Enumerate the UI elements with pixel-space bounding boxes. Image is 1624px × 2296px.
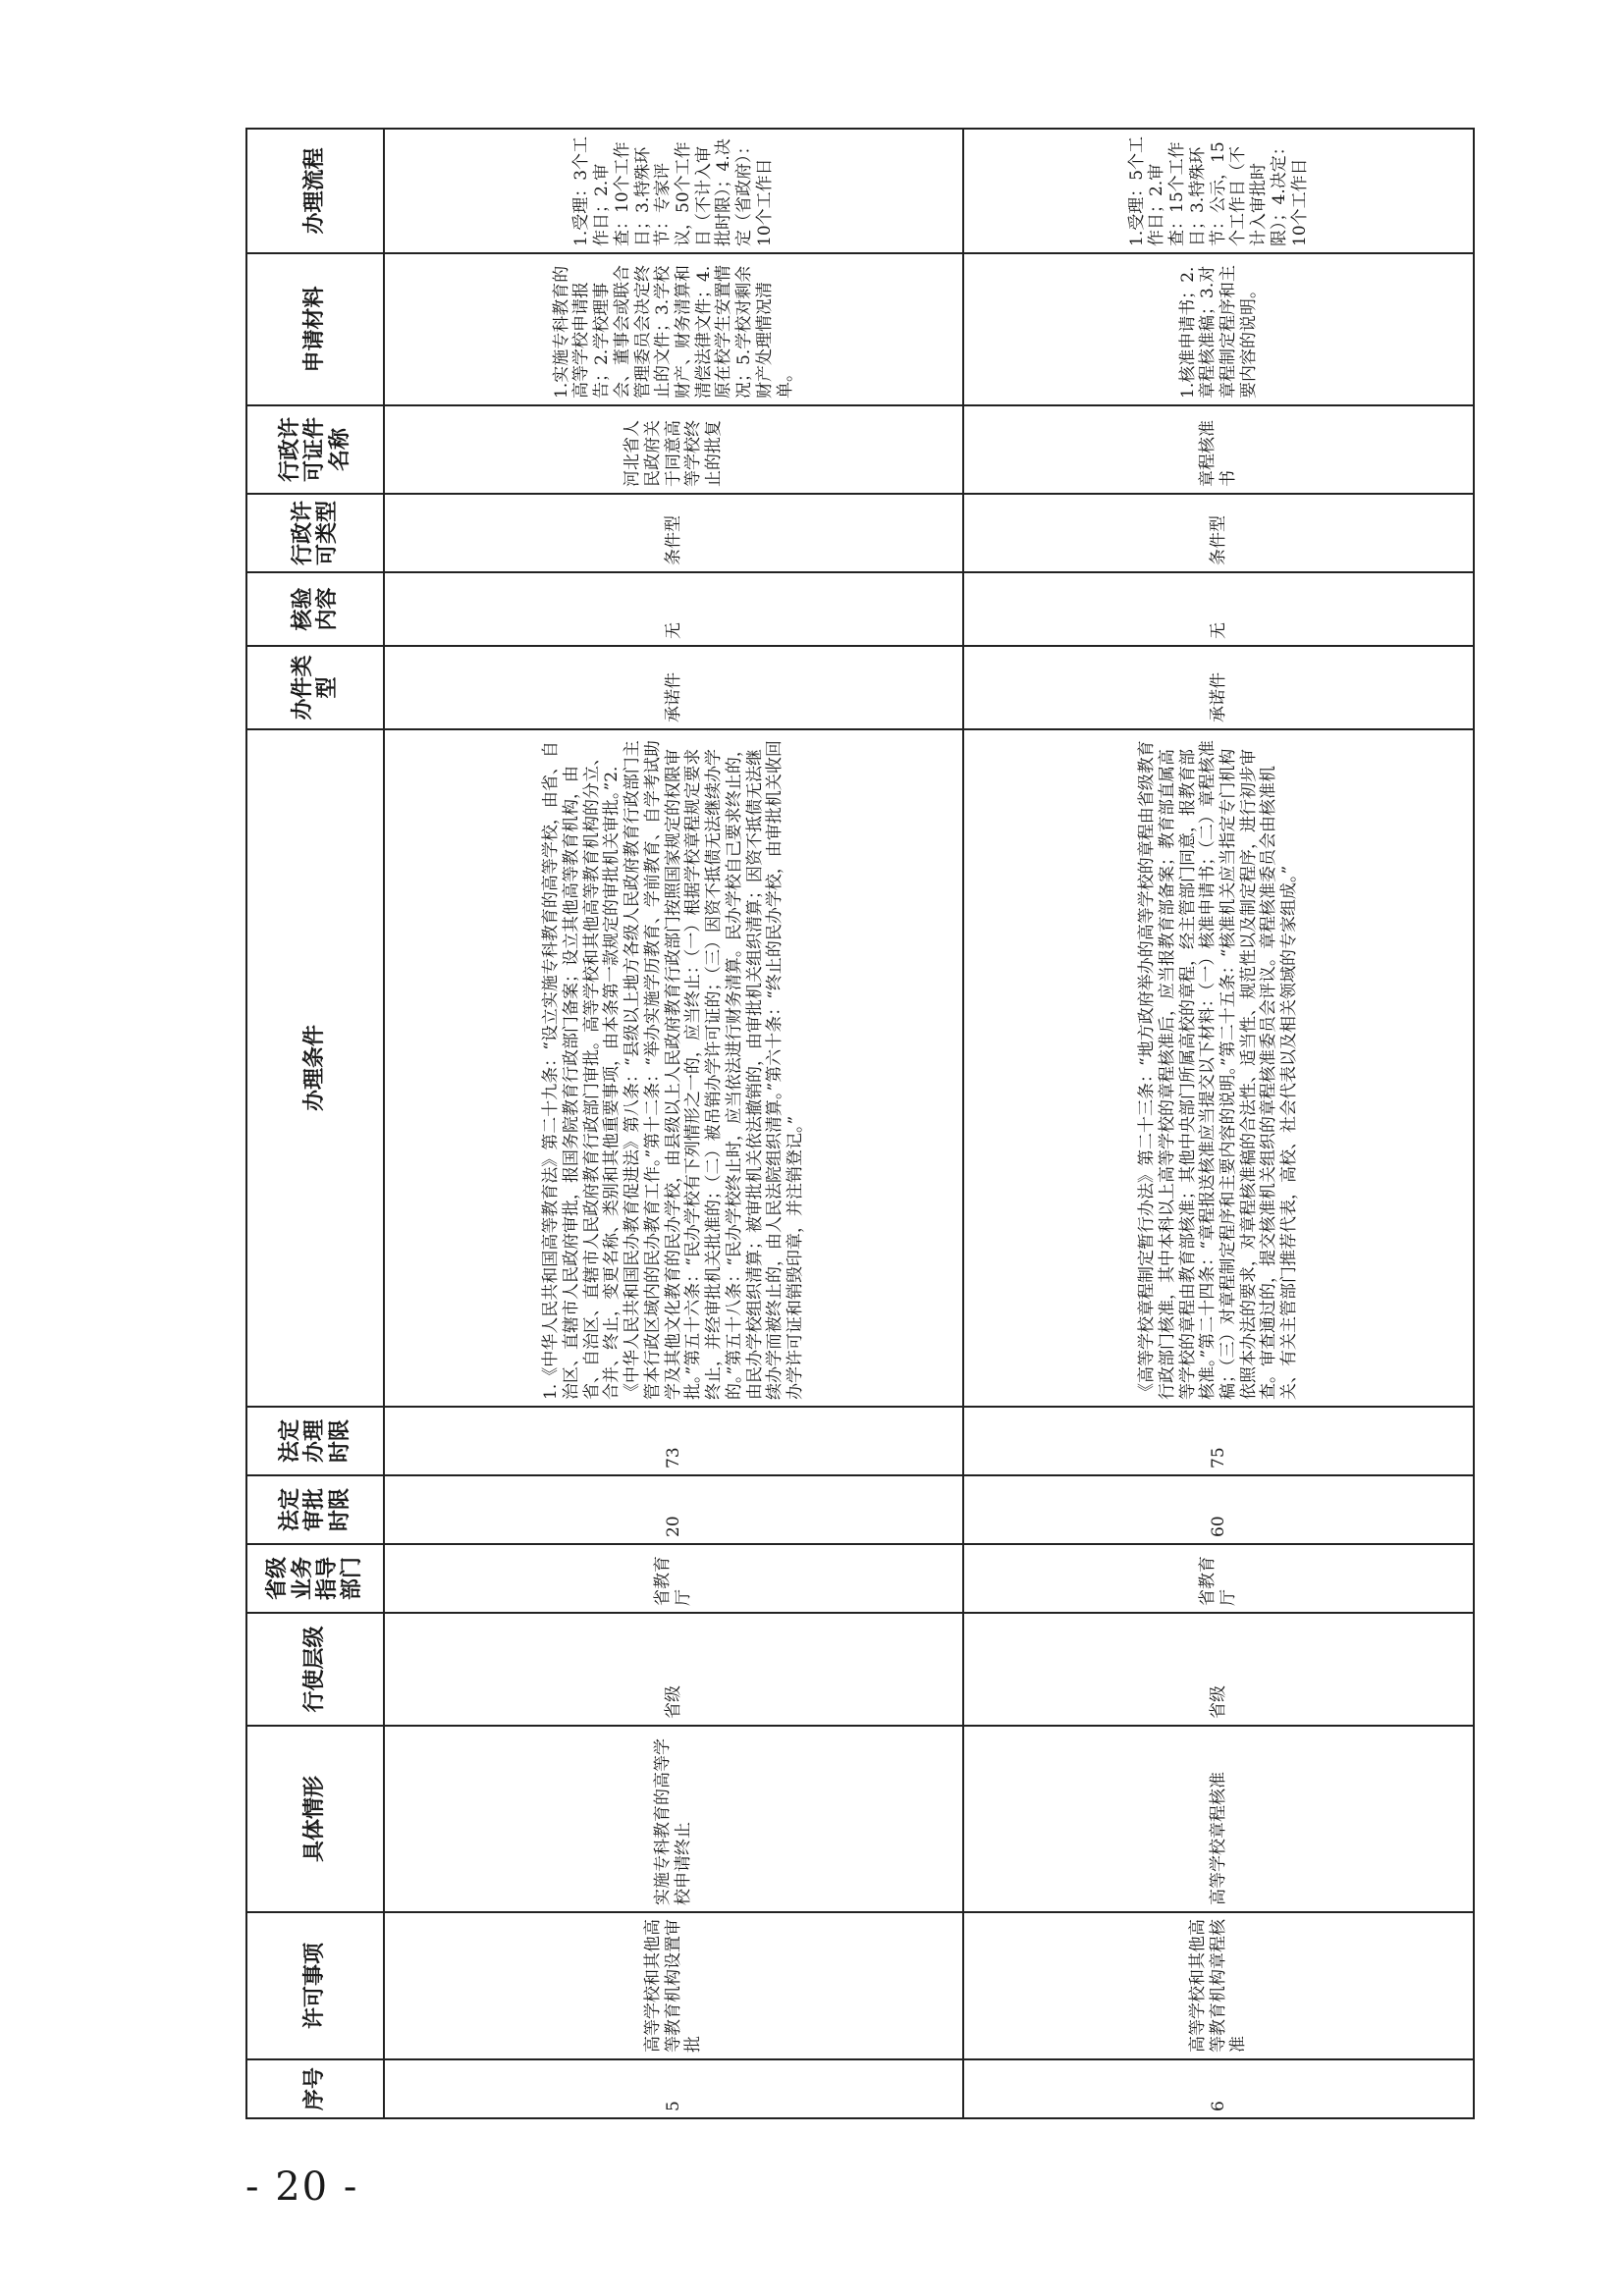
cell-item: 高等学校和其他高等教育机构章程核准 [963,1912,1474,2059]
header-item: 许可事项 [246,1912,384,2059]
cell-level: 省级 [963,1613,1474,1726]
cell-handling-limit: 73 [384,1407,963,1475]
cell-case-type: 承诺件 [384,646,963,729]
header-permit-type: 行政许可类型 [246,494,384,572]
cell-materials: 1.实施专科教育的高等学校申请报告；2.学校理事会、董事会或联合管理委员会决定终止的文件；3.学校财产、财务清算和清偿法律文件；4.原在校学生安置情况；5.学校对剩余财产处理情况清单。 [384,253,963,405]
cell-verify: 无 [963,572,1474,646]
cell-certificate: 章程核准书 [963,405,1474,494]
cell-case-type: 承诺件 [963,646,1474,729]
header-level: 行使层级 [246,1613,384,1726]
cell-permit-type: 条件型 [384,494,963,572]
table-row [963,129,1474,2118]
table-row [384,129,963,2118]
header-situation: 具体情形 [246,1726,384,1912]
cell-verify: 无 [384,572,963,646]
cell-seq: 6 [963,2059,1474,2118]
header-approval-limit: 法定审批时限 [246,1475,384,1544]
cell-approval-limit: 60 [963,1475,1474,1544]
header-certificate: 行政许可证件名称 [246,405,384,494]
cell-seq: 5 [384,2059,963,2118]
header-materials: 申请材料 [246,253,384,405]
cell-handling-limit: 75 [963,1407,1474,1475]
header-seq: 序号 [246,2059,384,2118]
cell-materials: 1.核准申请书；2.章程核准稿；3.对章程制定程序和主要内容的说明。 [963,253,1474,405]
cell-certificate: 河北省人民政府关于同意高等学校终止的批复 [384,405,963,494]
header-case-type: 办件类型 [246,646,384,729]
header-process: 办理流程 [246,129,384,253]
cell-conditions: 1.《中华人民共和国高等教育法》第二十九条：“设立实施专科教育的高等学校，由省、自治区、直辖市人民政府审批，报国务院教育行政部门备案；设立其他高等教育机构，由省、自治区、直辖市人民政府教育行政部门审批。高等学校和其他高等教育机构的分立、合并、终止，变更名称、类别和其他重要事项，由本条第一款规定的审批机关审批。”2.《中华人民共和国民办教育促进法》第八条：“县级以上地方各级人民政府教育行政部门主管本行政区域内的民办教育工作。”第十二条：“举办实施学历教育、学前教育、自学考试助学及其他文化教育的民办学校，由县级以上人民政府教育行政部门按照国家规定的权限审批。”第五十六条：“民办学校有下列情形之一的，应当终止：（一）根据学校章程规定要求终止，并经审批机关批准的；（二）被吊销办学许可证的；（三）因资不抵债无法继续办学的。”第五十八条：“民办学校终止时，应当依法进行财务清算。民办学校自己要求终止的，由民办学校组织清算；被审批机关依法撤销的，由审批机关组织清算；因资不抵债无法继续办学而被终止的，由人民法院组织清算。”第六十条：“终止的民办学校，由审批机关收回办学许可证和销毁印章，并注销登记。” [384,729,963,1407]
page-number: - 20 - [245,2164,359,2210]
cell-process: 1.受理：3个工作日；2.审查：10个工作日；3.特殊环节：专家评议，50个工作日（不计入审批时限）；4.决定（省政府）：10个工作日 [384,129,963,253]
administrative-permit-table [245,128,1475,2119]
header-dept: 省级业务指导部门 [246,1544,384,1613]
cell-approval-limit: 20 [384,1475,963,1544]
rotated-table-sheet [245,135,1473,2119]
cell-level: 省级 [384,1613,963,1726]
cell-dept: 省教育厅 [384,1544,963,1613]
header-conditions: 办理条件 [246,729,384,1407]
header-row [246,129,384,2118]
header-verify: 核验内容 [246,572,384,646]
cell-situation: 高等学校章程核准 [963,1726,1474,1912]
cell-conditions: 《高等学校章程制定暂行办法》第二十三条：“地方政府举办的高等学校的章程由省级教育行政部门核准，其中本科以上高等学校的章程核准后，应当报教育部备案；教育部直属高等学校的章程由教育部核准；其他中央部门所属高校的章程，经主管部门同意，报教育部核准。”第二十四条：“章程报送核准应当提交以下材料：（一）核准申请书；（二）章程核准稿；（三）对章程制定程序和主要内容的说明。”第二十五条：“核准机关应当指定专门机构依照本办法的要求，对章程核准稿的合法性、适当性、规范性以及制定程序，进行初步审查。审查通过的，提交核准机关组织的章程核准委员会评议。章程核准委员会由核准机关、有关主管部门推荐代表，高校、社会代表以及相关领域的专家组成。” [963,729,1474,1407]
header-handling-limit: 法定办理时限 [246,1407,384,1475]
cell-permit-type: 条件型 [963,494,1474,572]
cell-process: 1.受理：5个工作日；2.审查：15个工作日；3.特殊环节：公示，15个工作日（不计入审批时限）；4.决定：10个工作日 [963,129,1474,253]
cell-item: 高等学校和其他高等教育机构设置审批 [384,1912,963,2059]
cell-dept: 省教育厅 [963,1544,1474,1613]
cell-situation: 实施专科教育的高等学校申请终止 [384,1726,963,1912]
